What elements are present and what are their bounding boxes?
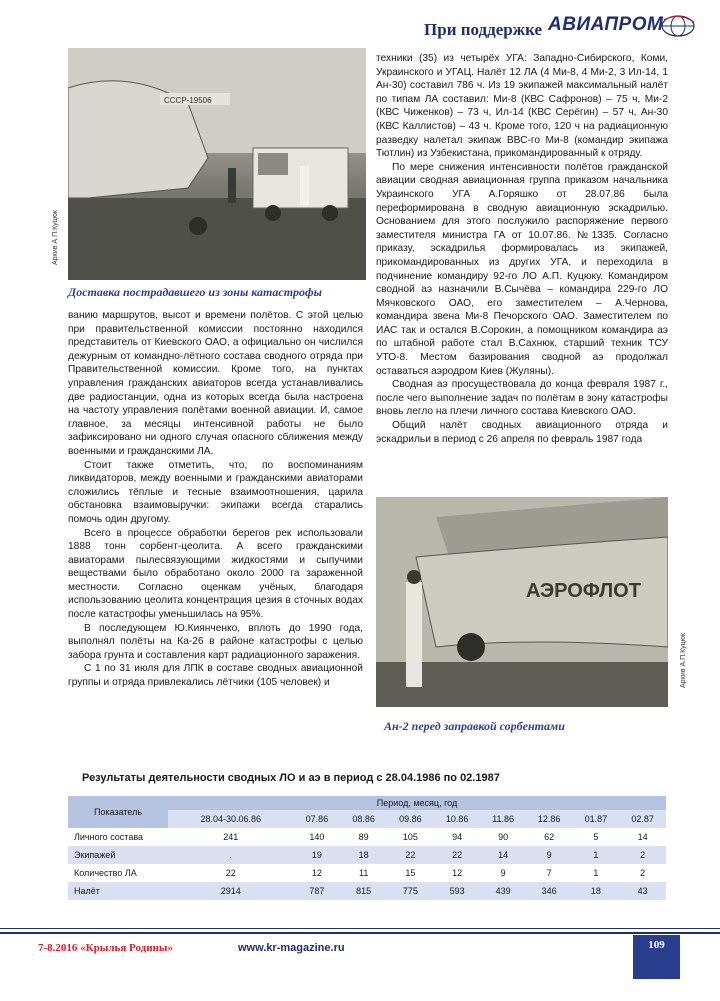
left-column	[68, 309, 363, 690]
table-title: Результаты деятельности сводных ЛО и аэ в период с 28.04.1986 по 02.1987	[82, 772, 500, 784]
table-cell: 11	[340, 864, 387, 882]
column-header: 12.86	[526, 810, 573, 828]
table-cell: 2	[619, 846, 666, 864]
column-header: 07.86	[294, 810, 341, 828]
issue-label: 7-8.2016 «Крылья Родины»	[38, 942, 173, 954]
photo2-credit: Архив А.П.Куцюк	[680, 633, 687, 689]
table-cell: 787	[294, 882, 341, 900]
paragraph: Общий налёт сводных авиационного отряда и эскадрильи в период с 26 апреля по февраль 1987 года	[376, 420, 668, 445]
table-cell: 2914	[168, 882, 294, 900]
photo1-credit: Архив А.П.Куцюк	[52, 210, 59, 266]
paragraph: По мере снижения интенсивности полётов гражданской авиации сводная авиационная группа приказом начальника Украинского УГА А.Горяшко от 28.07.86 была переформирована в сводную авиационную эскадрилью. Основанием для этого послужило распоряжение первого заместителя министра ГА от 10.07.86. №1335. Согласно приказу, эскадрилья формировалась из экипажей, прикомандированных из других УГА, и переходила в подчинение командиру 92-го ЛО А.П. Куцюку. Командиром сводной аэ назначили В.Сычёва – командира 229-го ЛО Мячковского ОАО, его заместителем – А.Чернова, командира звена Ми-8 Печорского ОАО. Заместителем по ИАС так и остался В.Сорокин, а помощником командира аэ по штабной работе стал В.Сахнюк, старший техник ТСУ УТО-8. Местом базирования сводной аэ продолжал оставаться аэродром Киев (Жуляны).	[376, 161, 668, 377]
table-cell: 593	[434, 882, 481, 900]
right-column	[376, 52, 668, 446]
row-label: Количество ЛА	[68, 864, 168, 882]
table-cell: 22	[168, 864, 294, 882]
table-cell: 5	[573, 828, 620, 846]
table-row	[68, 846, 666, 864]
table-row	[68, 882, 666, 900]
row-label: Налёт	[68, 882, 168, 900]
paragraph: ванию маршрутов, высот и времени полётов. С этой целью при правительственной комиссии постоянно находился представитель от Киевского ОАО, а официально он числился дежурным от командно-лётного состава сводного отряда при Правительственной комиссии. Кроме того, на пунктах управления гражданских авиаторов всегда устанавливались две радиостанции, одна из которых всегда была настроена на частоту управления полётами военной авиации. И, самое главное, за месяцы интенсивной работы не было зафиксировано ни одного случая опасного сближения между военными и гражданскими ЛА.	[68, 310, 363, 457]
table-row	[68, 864, 666, 882]
photo1-caption: Доставка пострадавшего из зоны катастрофы	[68, 285, 322, 299]
fuselage-lettering: АЭРОФЛОТ	[526, 580, 641, 602]
paragraph: техники (35) из четырёх УГА: Западно-Сибирского, Коми, Украинского и УГАЦ. Налёт 12 ЛА (4 Ми-8, 4 Ми-2, 3 Ил-14, 1 Ан-30) составил 786 ч. Из 19 экипажей максимальный налёт по типам ЛА составил: Ми-8 (КВС Сафронов) – 75 ч, Ми-2 (КВС Чиженков) – 73 ч, Ил-14 (КВС Серёгин) – 57 ч, Ан-30 (КВС Каллистов) – 43 ч. Кроме того, 120 ч на радиационную разведку налетал экипаж ВВС-го Ми-8 (командир экипажа Тютлин) из Узбекистана, прикомандированный к отряду.	[376, 53, 668, 160]
helicopter-ambulance-photo	[68, 48, 366, 280]
table-cell: 90	[480, 828, 525, 846]
table-cell: 14	[480, 846, 525, 864]
paragraph: В последующем Ю.Киянченко, вплоть до 1990 года, выполнял полёты на Ка-26 в районе катастрофы с целью забора грунта и составления карт радиационного заражения.	[68, 622, 363, 661]
table-cell: 2	[619, 864, 666, 882]
website-link[interactable]: www.kr-magazine.ru	[238, 942, 345, 954]
helicopter-registration: СССР-19506	[164, 96, 212, 105]
table-cell: 15	[387, 864, 434, 882]
column-header: 09.86	[387, 810, 434, 828]
table-cell: .	[168, 846, 294, 864]
table-cell: 140	[294, 828, 341, 846]
table-cell: 775	[387, 882, 434, 900]
photo-illustration	[376, 497, 668, 707]
paragraph: Всего в процессе обработки берегов рек использовали 1888 тонн сорбент-цеолита. А всего гражданскими авиаторами пылесвязующими жидкостями и сыпучими веществами было обработано около 2000 га зараженной местности. Согласно оценкам учёных, благодаря использованию цеолита концентрация цезия в сточных водах после катастрофы уменьшилась на 95%.	[68, 527, 363, 621]
logo-text: АВИАПРОМ	[548, 14, 664, 35]
table-cell: 815	[340, 882, 387, 900]
column-header: 02.87	[619, 810, 666, 828]
column-header: 01.87	[573, 810, 620, 828]
paragraph: Стоит также отметить, что, по воспоминаниям ликвидаторов, между военными и гражданскими авиаторами сложились тёплые и тесные взаимоотношения, царила обстановка взаимовыручки: экипажи всегда старались помочь один другому.	[68, 459, 363, 525]
table-cell: 89	[340, 828, 387, 846]
column-header: 28.04-30.06.86	[168, 810, 294, 828]
table-cell: 94	[434, 828, 481, 846]
an2-plane-photo	[376, 497, 668, 707]
table-cell: 7	[526, 864, 573, 882]
table-cell: 19	[294, 846, 341, 864]
page-number-box	[633, 935, 680, 979]
globe-icon	[660, 14, 696, 38]
results-table	[68, 796, 666, 900]
table-cell: 12	[294, 864, 341, 882]
table-cell: 62	[526, 828, 573, 846]
table-cell: 14	[619, 828, 666, 846]
footer-divider	[0, 932, 720, 934]
page-number: 109	[648, 939, 665, 951]
table-cell: 9	[480, 864, 525, 882]
row-label: Личного состава	[68, 828, 168, 846]
table-cell: 18	[573, 882, 620, 900]
period-header: Период, месяц, год	[168, 796, 666, 810]
table-cell: 346	[526, 882, 573, 900]
header-title: При поддержке	[424, 20, 542, 39]
column-header: 10.86	[434, 810, 481, 828]
row-label: Экипажей	[68, 846, 168, 864]
table-row	[68, 828, 666, 846]
table-cell: 9	[526, 846, 573, 864]
photo2-caption: Ан-2 перед заправкой сорбентами	[384, 719, 565, 733]
column-header: 08.86	[340, 810, 387, 828]
photo-illustration	[68, 48, 366, 280]
table-cell: 1	[573, 864, 620, 882]
column-header: 11.86	[480, 810, 525, 828]
table-cell: 241	[168, 828, 294, 846]
paragraph: Сводная аэ просуществовала до конца февраля 1987 г., после чего выполнение задач по полётам в зону катастрофы вновь легло на плечи личного состава Киевского ОАО.	[376, 379, 668, 418]
table-cell: 22	[434, 846, 481, 864]
table-cell: 22	[387, 846, 434, 864]
paragraph: С 1 по 31 июля для ЛПК в составе сводных авиационной группы и отряда привлекались лётчики (105 человек) и	[68, 663, 363, 689]
table-cell: 43	[619, 882, 666, 900]
table-cell: 12	[434, 864, 481, 882]
table-cell: 1	[573, 846, 620, 864]
aviaprom-logo	[548, 12, 698, 40]
footer-divider	[0, 928, 720, 929]
indicator-header: Показатель	[68, 796, 168, 828]
table-cell: 18	[340, 846, 387, 864]
table-cell: 439	[480, 882, 525, 900]
table-cell: 105	[387, 828, 434, 846]
